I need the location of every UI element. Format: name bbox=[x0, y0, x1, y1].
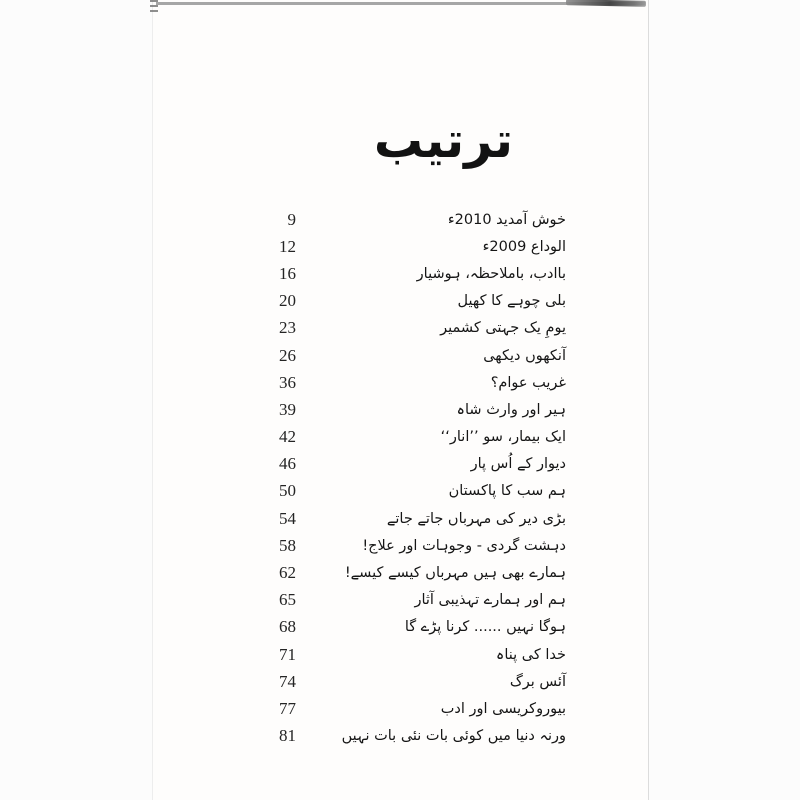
toc-page-number: 42 bbox=[279, 427, 296, 447]
toc-entry-title: آنکھوں دیکھی bbox=[483, 347, 566, 364]
toc-row bbox=[276, 342, 566, 369]
toc-entry-title: بلی چوہے کا کھیل bbox=[457, 293, 566, 310]
toc-page-number: 71 bbox=[279, 644, 296, 664]
toc-row bbox=[276, 478, 566, 505]
toc-row bbox=[276, 641, 566, 668]
toc-row bbox=[276, 233, 566, 260]
toc-entry-title: آئس برگ bbox=[509, 673, 566, 690]
toc-entry-title: الوداع 2009ء bbox=[482, 238, 566, 255]
toc-entry-title: ایک بیمار، سو ’’انار‘‘ bbox=[440, 429, 566, 446]
toc-page-number: 20 bbox=[279, 291, 296, 311]
toc-page-number: 65 bbox=[279, 590, 296, 610]
toc-entry-title: باادب، باملاحظہ، ہوشیار bbox=[416, 265, 566, 282]
toc-entry-title: ہمارے بھی ہیں مہرباں کیسے کیسے! bbox=[344, 565, 566, 582]
toc-page-number: 68 bbox=[279, 617, 296, 637]
toc-row bbox=[276, 723, 566, 750]
toc-entry-title: غریب عوام؟ bbox=[490, 374, 566, 391]
toc-entry-title: بیوروکریسی اور ادب bbox=[440, 700, 566, 717]
toc-page-number: 81 bbox=[279, 726, 296, 746]
toc-row bbox=[276, 396, 566, 423]
toc-row bbox=[276, 369, 566, 396]
toc-row bbox=[276, 260, 566, 287]
toc-entry-title: یومِ یک جہتی کشمیر bbox=[440, 320, 566, 337]
toc-row bbox=[276, 559, 566, 586]
toc-page-number: 26 bbox=[279, 345, 296, 365]
toc-page-number: 16 bbox=[279, 263, 296, 283]
toc-page-number: 23 bbox=[279, 318, 296, 338]
page-top-smudge bbox=[566, 0, 646, 7]
toc-page-number: 39 bbox=[279, 399, 296, 419]
toc-row bbox=[276, 315, 566, 342]
book-page bbox=[152, 0, 649, 800]
toc-row bbox=[276, 587, 566, 614]
toc-row bbox=[276, 424, 566, 451]
toc-row bbox=[276, 695, 566, 722]
toc-entry-title: ورنہ دنیا میں کوئی بات نئی بات نہیں bbox=[341, 728, 566, 745]
toc-entry-title: ہم سب کا پاکستان bbox=[448, 483, 566, 500]
toc-row bbox=[276, 451, 566, 478]
toc-page-number: 74 bbox=[279, 671, 296, 691]
toc-entry-title: ہیر اور وارث شاہ bbox=[456, 401, 566, 418]
toc-page-number: 58 bbox=[279, 535, 296, 555]
toc-page-number: 46 bbox=[279, 454, 296, 474]
toc-page-number: 62 bbox=[279, 563, 296, 583]
toc-entry-title: ہوگا نہیں ...... کرنا پڑے گا bbox=[404, 619, 566, 636]
toc-row bbox=[276, 505, 566, 532]
toc-entry-title: بڑی دیر کی مہرباں جاتے جاتے bbox=[386, 510, 566, 527]
toc-row bbox=[276, 532, 566, 559]
toc-page-number: 50 bbox=[279, 481, 296, 501]
toc-entry-title: دیوار کے اُس پار bbox=[470, 456, 566, 473]
toc-page-number: 12 bbox=[279, 236, 296, 256]
toc-page-number: 54 bbox=[279, 508, 296, 528]
toc-entry-title: خوش آمدید 2010ء bbox=[447, 211, 566, 228]
toc-page-number: 36 bbox=[279, 372, 296, 392]
toc-list bbox=[276, 206, 566, 750]
toc-entry-title: دہشت گردی - وجوہات اور علاج! bbox=[362, 537, 566, 554]
contents-title: ترتیب bbox=[373, 112, 514, 169]
toc-page-number: 9 bbox=[287, 209, 296, 229]
toc-row bbox=[276, 614, 566, 641]
toc-entry-title: ہم اور ہمارے تہذیبی آثار bbox=[414, 592, 566, 609]
toc-row bbox=[276, 206, 566, 233]
toc-entry-title: خدا کی پناہ bbox=[495, 646, 566, 663]
toc-row bbox=[276, 288, 566, 315]
toc-row bbox=[276, 668, 566, 695]
toc-page-number: 77 bbox=[279, 698, 296, 718]
